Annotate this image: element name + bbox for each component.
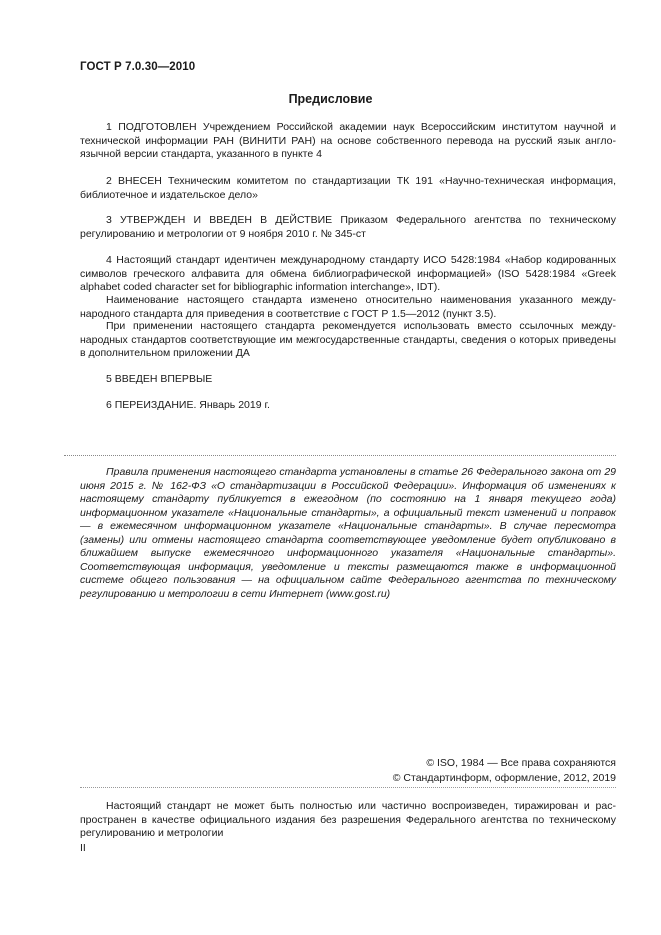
- paragraph-3: [80, 214, 616, 241]
- paragraph-4: [80, 254, 616, 295]
- usage-notice-text: Правила применения настоящего стандарта установлены в статье 26 Федерального закона от 29 июня 2015 г. № 162-ФЗ «О стандартизации в Российской Федерации». Информация об изменениях к настоящему стандарту публикуется в ежегодном (по состоянию на 1 января текущего года) информационном указателе «Национальные стандарты», а официальный текст изменений и поправок — в ежемесячном информационном указателе «Национальные стандарты». В случае пересмотра (замены) или отмены настоящего стандарта соответствующее уведомление будет опубликовано в ближайшем выпуске ежемесячного информационного указателя «Национальные стандарты». Соответствующая информация, уведомление и тексты размещаются также в информационной системе общего пользования — на официальном сайте Федерального агентства по техническому регулированию и метрологии в сети Интернет (www.gost.ru): [80, 466, 616, 600]
- paragraph-4-text: 4 Настоящий стандарт идентичен международному стандарту ИСО 5428:1984 «Набор кодированных символов греческого алфавита для обмена библиографической информацией» (ISO 5428:1984 «Greek alphabet coded character set for bibliographic information interchange», IDT).: [80, 254, 616, 293]
- paragraph-2-text: 2 ВНЕСЕН Техническим комитетом по стандартизации ТК 191 «Научно-техническая информация, библиотечное и издательское дело»: [80, 175, 616, 201]
- paragraph-2: [80, 175, 616, 202]
- paragraph-6-text: 6 ПЕРЕИЗДАНИЕ. Январь 2019 г.: [106, 399, 270, 411]
- copyright-standartinform: © Стандартинформ, оформление, 2012, 2019: [392, 772, 616, 784]
- paragraph-1-text: 1 ПОДГОТОВЛЕН Учреждением Российской академии наук Всероссийским институтом научной и технической информации РАН (ВИНИТИ РАН) на основе собственного перевода на русский язык англоязычной версии стандарта, указанного в пункте 4: [80, 121, 616, 160]
- standard-id: ГОСТ Р 7.0.30—2010: [80, 61, 196, 73]
- paragraph-3-text: 3 УТВЕРЖДЕН И ВВЕДЕН В ДЕЙСТВИЕ Приказом Федерального агентства по техническому регулированию и метрологии от 9 ноября 2010 г. № 345-ст: [80, 214, 616, 240]
- paragraph-6: [80, 399, 616, 413]
- copyright-iso: © ISO, 1984 — Все права сохраняются: [426, 757, 616, 769]
- paragraph-1: [80, 121, 616, 162]
- divider-top: [64, 455, 616, 456]
- page-number: II: [80, 842, 86, 854]
- reproduction-notice: [80, 800, 616, 841]
- paragraph-4-name-change: [80, 294, 616, 321]
- paragraph-5-text: 5 ВВЕДЕН ВПЕРВЫЕ: [106, 373, 213, 385]
- page-title: Предисловие: [288, 92, 373, 106]
- reproduction-notice-text: Настоящий стандарт не может быть полностью или частично воспроизведен, тиражирован и распространен в качестве официального издания без разрешения Федерального агентства по техническому регулированию и метрологии: [80, 800, 616, 839]
- paragraph-5: [80, 373, 616, 387]
- usage-notice: [80, 466, 616, 601]
- paragraph-4-application-text: При применении настоящего стандарта рекомендуется использовать вместо ссылочных международных стандартов соответствующие им межгосударственные стандарты, сведения о которых приведены в дополнительном приложении ДА: [80, 320, 616, 359]
- divider-bottom: [80, 787, 616, 788]
- paragraph-4-application: [80, 320, 616, 361]
- paragraph-4-name-change-text: Наименование настоящего стандарта изменено относительно наименования указанного международного стандарта для приведения в соответствие с ГОСТ Р 1.5—2012 (пункт 3.5).: [80, 294, 616, 320]
